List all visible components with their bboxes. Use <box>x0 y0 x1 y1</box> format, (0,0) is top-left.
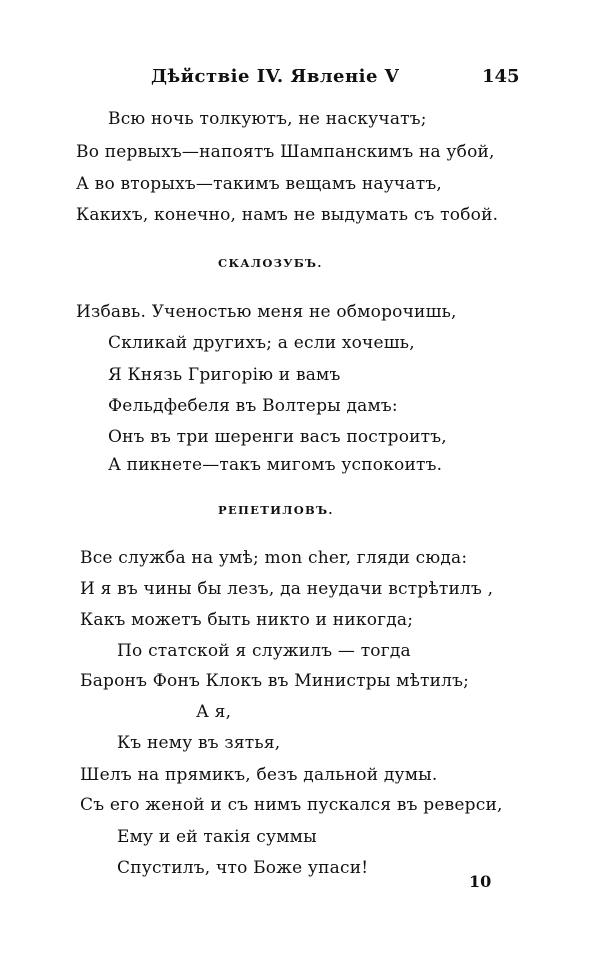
verse-line: Спустилъ, что Боже упаси! <box>117 858 369 878</box>
speaker-name: СКАЛОЗУБЪ. <box>218 256 323 270</box>
verse-line: Съ его женой и съ нимъ пускался въ реверси, <box>80 795 503 815</box>
page-number: 145 <box>482 66 520 87</box>
verse-line: Во первыхъ—напоятъ Шампанскимъ на убой, <box>76 142 495 162</box>
verse-line: Избавь. Ученостью меня не обморочишь, <box>76 302 457 322</box>
verse-line: Баронъ Фонъ Клокъ въ Министры мѣтилъ; <box>80 671 470 691</box>
verse-line: И я въ чины бы лезъ, да неудачи встрѣтилъ , <box>80 579 494 599</box>
speaker-name: РЕПЕТИЛОВЪ. <box>218 503 334 517</box>
verse-line: Все служба на умѣ; mon cher, гляди сюда: <box>80 548 468 568</box>
verse-line: Къ нему въ зятья, <box>117 733 281 753</box>
verse-line: Шелъ на прямикъ, безъ дальной думы. <box>80 765 438 785</box>
verse-line: Какъ можетъ быть никто и никогда; <box>80 610 414 630</box>
verse-line: А пикнете—такъ мигомъ успокоитъ. <box>108 455 443 475</box>
signature-mark: 10 <box>469 872 492 891</box>
verse-line: Всю ночь толкуютъ, не наскучатъ; <box>108 109 427 129</box>
verse-line: Скликай другихъ; а если хочешь, <box>108 333 415 353</box>
verse-line: Я Князь Григорію и вамъ <box>108 365 341 385</box>
running-title: Дѣйствіе IV. Явленіе V <box>151 66 400 87</box>
verse-line: Фельдфебеля въ Волтеры дамъ: <box>108 396 398 416</box>
verse-line: Ему и ей такія суммы <box>117 827 317 847</box>
verse-line: А во вторыхъ—такимъ вещамъ научатъ, <box>76 174 442 194</box>
verse-line: А я, <box>196 702 232 722</box>
verse-line: Какихъ, конечно, намъ не выдумать съ тобой. <box>76 205 499 225</box>
verse-line: По статской я служилъ — тогда <box>117 641 411 661</box>
verse-line: Онъ въ три шеренги васъ построитъ, <box>108 427 447 447</box>
